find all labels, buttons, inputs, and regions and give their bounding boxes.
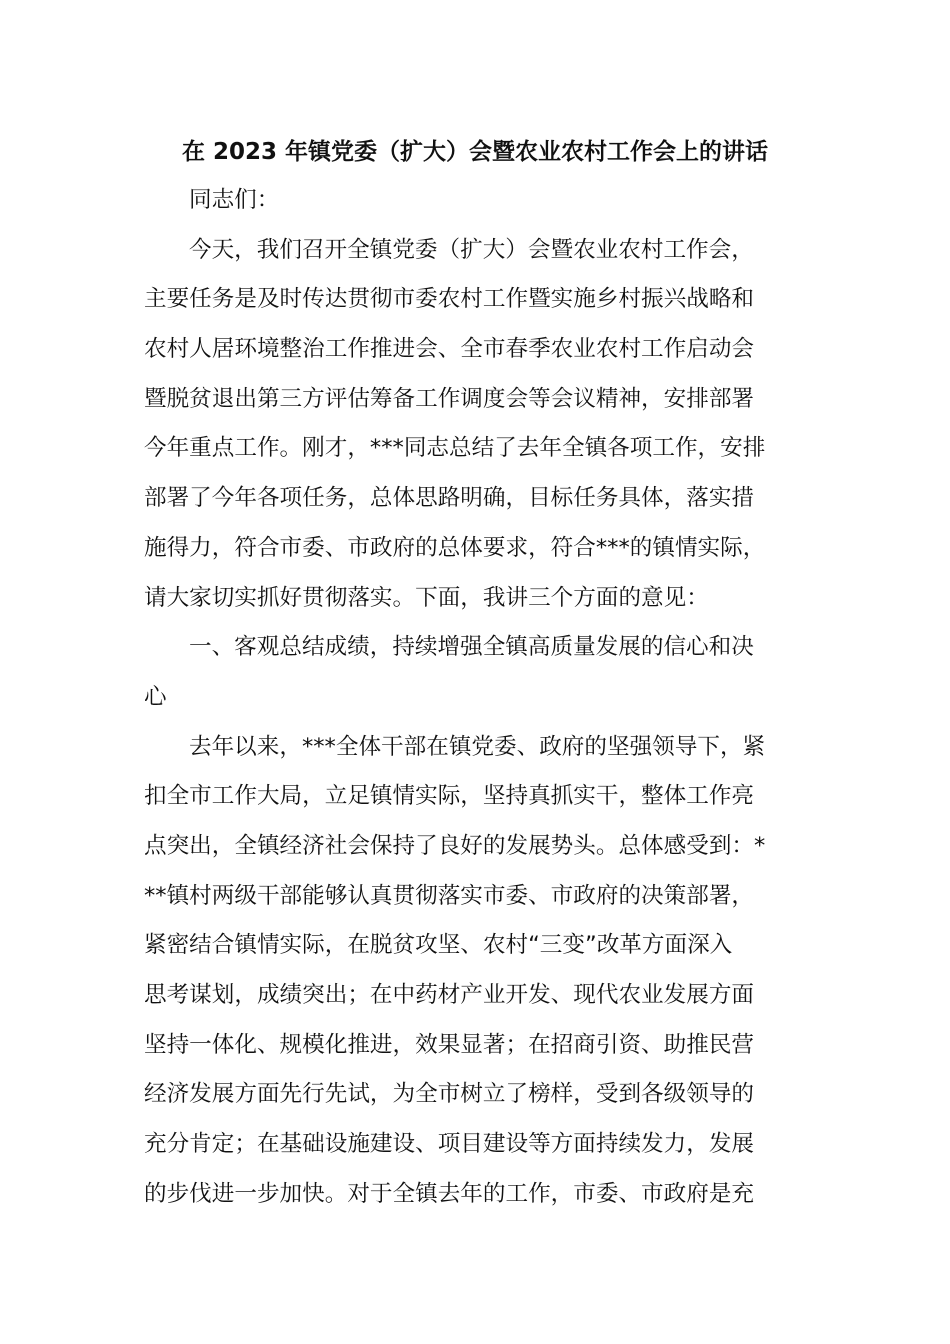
body-line: 心 — [144, 683, 167, 710]
body-line: 坚持一体化、规模化推进，效果显著；在招商引资、助推民营 — [144, 1031, 755, 1058]
body-line: 经济发展方面先行先试，为全市树立了榜样，受到各级领导的 — [144, 1081, 755, 1108]
body-line: 暨脱贫退出第三方评估筹备工作调度会等会议精神，安排部署 — [144, 385, 755, 412]
body-line: **镇村两级干部能够认真贯彻落实市委、市政府的决策部署， — [144, 882, 755, 909]
body-line: 部署了今年各项任务，总体思路明确，目标任务具体，落实措 — [144, 485, 755, 512]
body-line: 今天，我们召开全镇党委（扩大）会暨农业农村工作会， — [189, 236, 754, 263]
body-line: 同志们： — [189, 187, 280, 213]
body-line: 扣全市工作大局，立足镇情实际，坚持真抓实干，整体工作亮 — [144, 783, 755, 810]
document-body — [144, 176, 808, 1219]
document-title: 在 2023 年镇党委（扩大）会暨农业农村工作会上的讲话 — [181, 139, 769, 165]
body-line: 的步伐进一步加快。对于全镇去年的工作，市委、市政府是充 — [144, 1180, 755, 1207]
body-line: 施得力，符合市委、市政府的总体要求，符合***的镇情实际， — [144, 534, 766, 561]
body-line: 请大家切实抓好贯彻落实。下面，我讲三个方面的意见： — [144, 584, 709, 611]
body-line: 主要任务是及时传达贯彻市委农村工作暨实施乡村振兴战略和 — [144, 286, 755, 313]
body-line: 思考谋划，成绩突出；在中药材产业开发、现代农业发展方面 — [144, 982, 755, 1008]
body-line: 紧密结合镇情实际，在脱贫攻坚、农村“三变”改革方面深入 — [144, 932, 733, 959]
body-line: 一、客观总结成绩，持续增强全镇高质量发展的信心和决 — [189, 634, 754, 661]
body-line: 去年以来，***全体干部在镇党委、政府的坚强领导下，紧 — [189, 733, 766, 760]
body-line: 今年重点工作。刚才，***同志总结了去年全镇各项工作，安排 — [144, 435, 766, 462]
body-line: 充分肯定；在基础设施建设、项目建设等方面持续发力，发展 — [144, 1131, 755, 1158]
body-line: 点突出，全镇经济社会保持了良好的发展势头。总体感受到：* — [144, 832, 766, 859]
body-line: 农村人居环境整治工作推进会、全市春季农业农村工作启动会 — [144, 336, 755, 363]
